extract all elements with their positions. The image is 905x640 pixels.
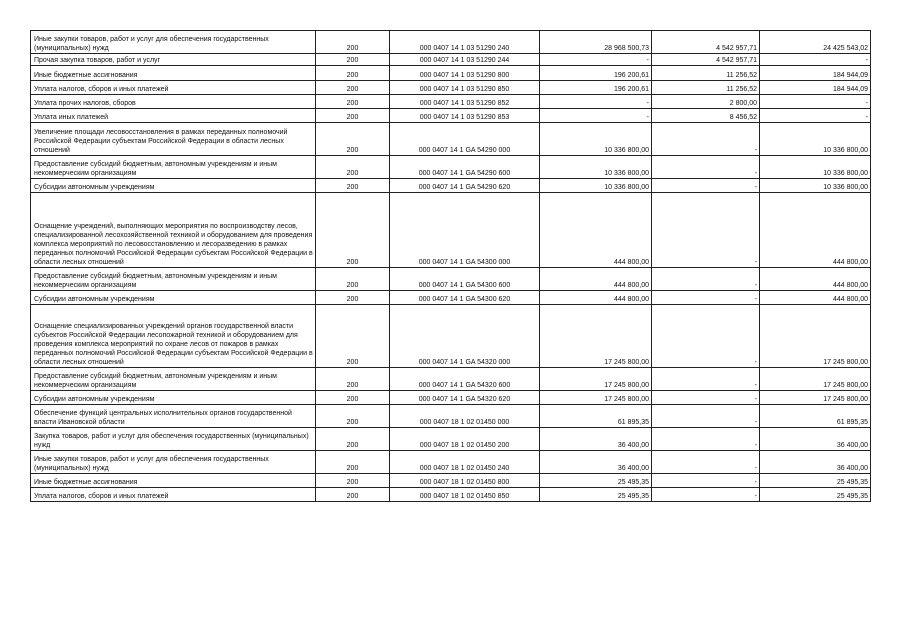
- row-code: 000 0407 18 1 02 01450 850: [390, 488, 540, 502]
- table-body: [31, 31, 871, 502]
- row-name: Уплата иных платежей: [31, 109, 316, 123]
- row-code: 000 0407 14 1 GA 54320 600: [390, 368, 540, 391]
- row-executed: 11 256,52: [652, 81, 760, 95]
- row-status: 200: [316, 66, 390, 81]
- row-code: 000 0407 14 1 03 51290 852: [390, 95, 540, 109]
- row-approved: -: [540, 109, 652, 123]
- row-code: 000 0407 14 1 03 51290 850: [390, 81, 540, 95]
- row-code: 000 0407 14 1 GA 54320 620: [390, 391, 540, 405]
- row-approved: 444 800,00: [540, 193, 652, 268]
- row-remaining: 61 895,35: [760, 405, 871, 428]
- table-row: [31, 405, 871, 428]
- row-status: 200: [316, 54, 390, 66]
- row-code: 000 0407 14 1 GA 54320 000: [390, 305, 540, 368]
- row-status: 200: [316, 451, 390, 474]
- row-remaining: 184 944,09: [760, 81, 871, 95]
- row-executed: -: [652, 123, 760, 156]
- row-remaining: 25 495,35: [760, 474, 871, 488]
- row-name: Прочая закупка товаров, работ и услуг: [31, 54, 316, 66]
- row-name: Предоставление субсидий бюджетным, автономным учреждениям и иным некоммерческим организациям: [31, 368, 316, 391]
- row-remaining: 17 245 800,00: [760, 368, 871, 391]
- row-status: 200: [316, 391, 390, 405]
- row-name: Предоставление субсидий бюджетным, автономным учреждениям и иным некоммерческим организациям: [31, 156, 316, 179]
- row-code: 000 0407 14 1 03 51290 853: [390, 109, 540, 123]
- row-remaining: 10 336 800,00: [760, 156, 871, 179]
- row-remaining: 17 245 800,00: [760, 391, 871, 405]
- row-code: 000 0407 18 1 02 01450 240: [390, 451, 540, 474]
- row-executed: 4 542 957,71: [652, 54, 760, 66]
- budget-table-page: [30, 30, 870, 502]
- row-approved: 10 336 800,00: [540, 123, 652, 156]
- row-approved: 17 245 800,00: [540, 305, 652, 368]
- row-name: Оснащение специализированных учреждений органов государственной власти субъектов Российской Федерации лесопожарной техникой и оборудованием для проведения комплекса мероприятий по охране лесов от пожаров в рамках переданных полномочий Российской Федерации субъектам Российской Федерации в области лесных отношений: [31, 305, 316, 368]
- row-code: 000 0407 14 1 GA 54290 000: [390, 123, 540, 156]
- row-approved: 196 200,61: [540, 81, 652, 95]
- row-name: Уплата налогов, сборов и иных платежей: [31, 81, 316, 95]
- row-status: 200: [316, 368, 390, 391]
- row-name: Уплата прочих налогов, сборов: [31, 95, 316, 109]
- row-approved: 444 800,00: [540, 291, 652, 305]
- row-name: Субсидии автономным учреждениям: [31, 391, 316, 405]
- row-remaining: -: [760, 54, 871, 66]
- row-approved: 196 200,61: [540, 66, 652, 81]
- row-remaining: 24 425 543,02: [760, 31, 871, 54]
- row-approved: -: [540, 54, 652, 66]
- row-status: 200: [316, 193, 390, 268]
- table-row: [31, 193, 871, 268]
- table-row: [31, 305, 871, 368]
- row-status: 200: [316, 291, 390, 305]
- row-code: 000 0407 14 1 GA 54300 600: [390, 268, 540, 291]
- table-row: [31, 179, 871, 193]
- row-status: 200: [316, 405, 390, 428]
- row-status: 200: [316, 31, 390, 54]
- row-remaining: 184 944,09: [760, 66, 871, 81]
- table-row: [31, 81, 871, 95]
- row-code: 000 0407 14 1 03 51290 240: [390, 31, 540, 54]
- table-row: [31, 123, 871, 156]
- row-approved: 61 895,35: [540, 405, 652, 428]
- row-approved: 10 336 800,00: [540, 179, 652, 193]
- row-status: 200: [316, 488, 390, 502]
- row-executed: -: [652, 428, 760, 451]
- row-approved: 25 495,35: [540, 474, 652, 488]
- row-remaining: -: [760, 95, 871, 109]
- row-status: 200: [316, 474, 390, 488]
- row-remaining: 17 245 800,00: [760, 305, 871, 368]
- row-executed: 8 456,52: [652, 109, 760, 123]
- row-status: 200: [316, 109, 390, 123]
- row-name: Предоставление субсидий бюджетным, автономным учреждениям и иным некоммерческим организациям: [31, 268, 316, 291]
- row-name: Иные бюджетные ассигнования: [31, 474, 316, 488]
- row-approved: 17 245 800,00: [540, 368, 652, 391]
- row-remaining: 36 400,00: [760, 428, 871, 451]
- row-code: 000 0407 14 1 GA 54300 620: [390, 291, 540, 305]
- row-name: Увеличение площади лесовосстановления в рамках переданных полномочий Российской Федерации субъектам Российской Федерации в области лесных отношений: [31, 123, 316, 156]
- row-executed: -: [652, 179, 760, 193]
- table-row: [31, 268, 871, 291]
- row-approved: -: [540, 95, 652, 109]
- row-remaining: 444 800,00: [760, 291, 871, 305]
- row-status: 200: [316, 156, 390, 179]
- row-code: 000 0407 14 1 03 51290 800: [390, 66, 540, 81]
- row-approved: 17 245 800,00: [540, 391, 652, 405]
- table-row: [31, 291, 871, 305]
- row-approved: 28 968 500,73: [540, 31, 652, 54]
- row-remaining: 444 800,00: [760, 193, 871, 268]
- row-executed: -: [652, 488, 760, 502]
- row-executed: -: [652, 193, 760, 268]
- row-approved: 444 800,00: [540, 268, 652, 291]
- row-code: 000 0407 18 1 02 01450 200: [390, 428, 540, 451]
- table-row: [31, 31, 871, 54]
- row-name: Закупка товаров, работ и услуг для обеспечения государственных (муниципальных) нужд: [31, 428, 316, 451]
- row-name: Обеспечение функций центральных исполнительных органов государственной власти Ивановской области: [31, 405, 316, 428]
- row-approved: 10 336 800,00: [540, 156, 652, 179]
- table-row: [31, 95, 871, 109]
- row-name: Субсидии автономным учреждениям: [31, 291, 316, 305]
- row-executed: -: [652, 268, 760, 291]
- row-remaining: 10 336 800,00: [760, 123, 871, 156]
- row-name: Иные бюджетные ассигнования: [31, 66, 316, 81]
- row-executed: 4 542 957,71: [652, 31, 760, 54]
- row-code: 000 0407 14 1 GA 54300 000: [390, 193, 540, 268]
- row-name: Иные закупки товаров, работ и услуг для обеспечения государственных (муниципальных) нужд: [31, 451, 316, 474]
- row-executed: -: [652, 391, 760, 405]
- row-code: 000 0407 18 1 02 01450 000: [390, 405, 540, 428]
- budget-execution-table: [30, 30, 871, 502]
- row-executed: -: [652, 291, 760, 305]
- row-status: 200: [316, 95, 390, 109]
- row-status: 200: [316, 428, 390, 451]
- row-executed: 11 256,52: [652, 66, 760, 81]
- row-executed: -: [652, 156, 760, 179]
- table-row: [31, 109, 871, 123]
- row-code: 000 0407 14 1 GA 54290 620: [390, 179, 540, 193]
- row-name: Уплата налогов, сборов и иных платежей: [31, 488, 316, 502]
- row-code: 000 0407 14 1 03 51290 244: [390, 54, 540, 66]
- row-approved: 25 495,35: [540, 488, 652, 502]
- row-status: 200: [316, 179, 390, 193]
- row-name: Оснащение учреждений, выполняющих мероприятия по воспроизводству лесов, специализированной лесохозяйственной техникой и оборудованием для проведения комплекса мероприятий по лесовосстановлению и лесоразведению в рамках переданных полномочий Российской Федерации субъектам Российской Федерации в области лесных отношений: [31, 193, 316, 268]
- row-executed: -: [652, 305, 760, 368]
- row-executed: -: [652, 451, 760, 474]
- row-code: 000 0407 18 1 02 01450 800: [390, 474, 540, 488]
- row-approved: 36 400,00: [540, 428, 652, 451]
- row-status: 200: [316, 123, 390, 156]
- row-approved: 36 400,00: [540, 451, 652, 474]
- table-row: [31, 451, 871, 474]
- row-status: 200: [316, 305, 390, 368]
- table-row: [31, 368, 871, 391]
- table-row: [31, 488, 871, 502]
- row-status: 200: [316, 268, 390, 291]
- row-executed: 2 800,00: [652, 95, 760, 109]
- row-remaining: 25 495,35: [760, 488, 871, 502]
- row-remaining: 444 800,00: [760, 268, 871, 291]
- row-executed: -: [652, 405, 760, 428]
- table-row: [31, 391, 871, 405]
- row-remaining: 10 336 800,00: [760, 179, 871, 193]
- row-remaining: 36 400,00: [760, 451, 871, 474]
- table-row: [31, 54, 871, 66]
- row-status: 200: [316, 81, 390, 95]
- row-name: Иные закупки товаров, работ и услуг для обеспечения государственных (муниципальных) нужд: [31, 31, 316, 54]
- table-row: [31, 66, 871, 81]
- row-executed: -: [652, 368, 760, 391]
- row-code: 000 0407 14 1 GA 54290 600: [390, 156, 540, 179]
- table-row: [31, 474, 871, 488]
- row-executed: -: [652, 474, 760, 488]
- row-name: Субсидии автономным учреждениям: [31, 179, 316, 193]
- row-remaining: -: [760, 109, 871, 123]
- table-row: [31, 156, 871, 179]
- table-row: [31, 428, 871, 451]
